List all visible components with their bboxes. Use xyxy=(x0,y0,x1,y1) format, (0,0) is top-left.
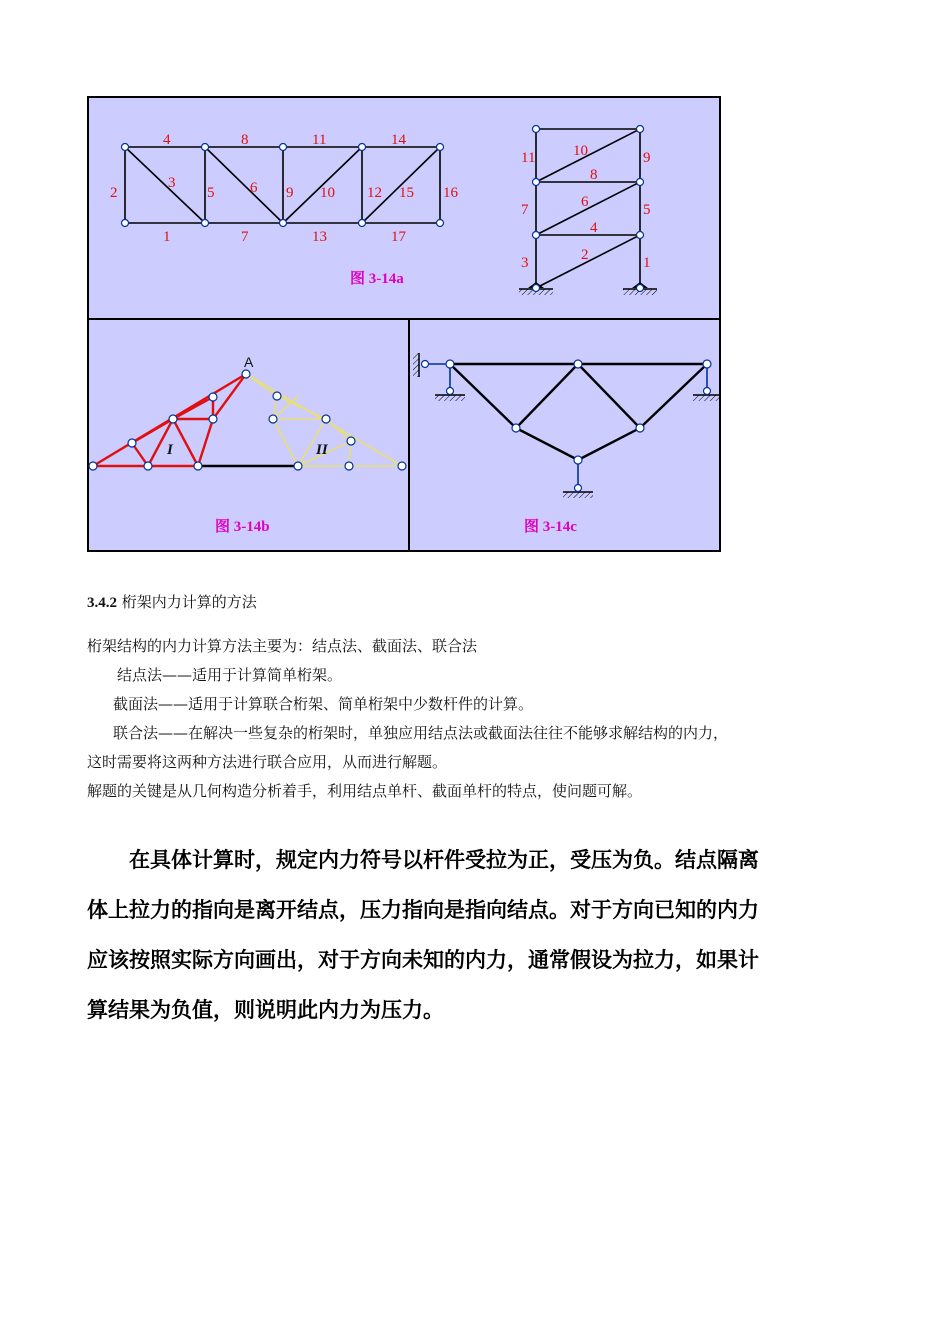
section-number: 3.4.2 xyxy=(87,595,117,611)
member-label: 14 xyxy=(391,132,406,148)
member-label: 1 xyxy=(163,229,171,245)
section-title: 桁架内力计算的方法 xyxy=(121,593,257,611)
sign-convention-paragraph xyxy=(87,835,847,1035)
section-heading xyxy=(87,591,847,614)
sign-convention-line-3: 应该按照实际方向画出，对于方向未知的内力，通常假设为拉力，如果计 xyxy=(87,948,759,972)
node-a-label: A xyxy=(244,354,254,370)
member-label: 10 xyxy=(573,143,588,159)
section-method-line: 截面法——适用于计算联合桁架、简单桁架中少数杆件的计算。 xyxy=(113,695,534,713)
figure-b-caption: 图 3-14b xyxy=(215,519,270,535)
combined-method-line-1: 联合法——在解决一些复杂的桁架时，单独应用结点法或截面法往往不能够求解结构的内力， xyxy=(113,724,729,742)
node-method-line: 结点法——适用于计算简单桁架。 xyxy=(117,666,343,684)
member-label: 16 xyxy=(443,185,458,201)
member-label: 11 xyxy=(312,132,327,148)
member-label: 6 xyxy=(250,180,258,196)
key-point-line: 解题的关键是从几何构造分析着手，利用结点单杆、截面单杆的特点，使问题可解。 xyxy=(87,782,643,800)
sign-convention-line-1: 在具体计算时，规定内力符号以杆件受拉为正，受压为负。结点隔离 xyxy=(129,848,759,872)
section-text xyxy=(87,591,847,806)
sign-convention-line-2: 体上拉力的指向是离开结点，压力指向是指向结点。对于方向已知的内力 xyxy=(87,898,759,922)
sign-convention-line-4: 算结果为负值，则说明此内力为压力。 xyxy=(87,998,444,1022)
figure-c-panel xyxy=(409,319,720,551)
member-label: 4 xyxy=(163,132,171,148)
member-label: 11 xyxy=(521,150,536,166)
member-label: 17 xyxy=(391,229,406,245)
figure-a-caption: 图 3-14a xyxy=(350,271,404,287)
member-label: 5 xyxy=(207,185,215,201)
part-ii-label: II xyxy=(316,442,328,458)
part-i-label: I xyxy=(167,442,173,458)
member-label: 6 xyxy=(581,194,589,210)
member-label: 15 xyxy=(399,185,414,201)
figure-c-caption: 图 3-14c xyxy=(524,519,577,535)
member-label: 9 xyxy=(643,150,651,166)
member-label: 12 xyxy=(367,185,382,201)
member-label: 8 xyxy=(241,132,249,148)
member-label: 4 xyxy=(590,220,598,236)
member-label: 2 xyxy=(581,247,589,263)
member-label: 7 xyxy=(521,202,529,218)
member-label: 3 xyxy=(521,255,529,271)
member-label: 13 xyxy=(312,229,327,245)
member-label: 10 xyxy=(320,185,335,201)
member-label: 7 xyxy=(241,229,249,245)
figure-a-panel xyxy=(88,97,720,319)
member-label: 9 xyxy=(286,185,294,201)
member-label: 3 xyxy=(168,175,176,191)
intro-paragraph: 桁架结构的内力计算方法主要为：结点法、截面法、联合法 xyxy=(87,637,478,655)
combined-method-line-2: 这时需要将这两种方法进行联合应用，从而进行解题。 xyxy=(87,753,448,771)
member-label: 8 xyxy=(590,167,598,183)
figure-panel xyxy=(87,96,721,552)
member-label: 2 xyxy=(110,185,118,201)
member-label: 5 xyxy=(643,202,651,218)
member-label: 1 xyxy=(643,255,651,271)
